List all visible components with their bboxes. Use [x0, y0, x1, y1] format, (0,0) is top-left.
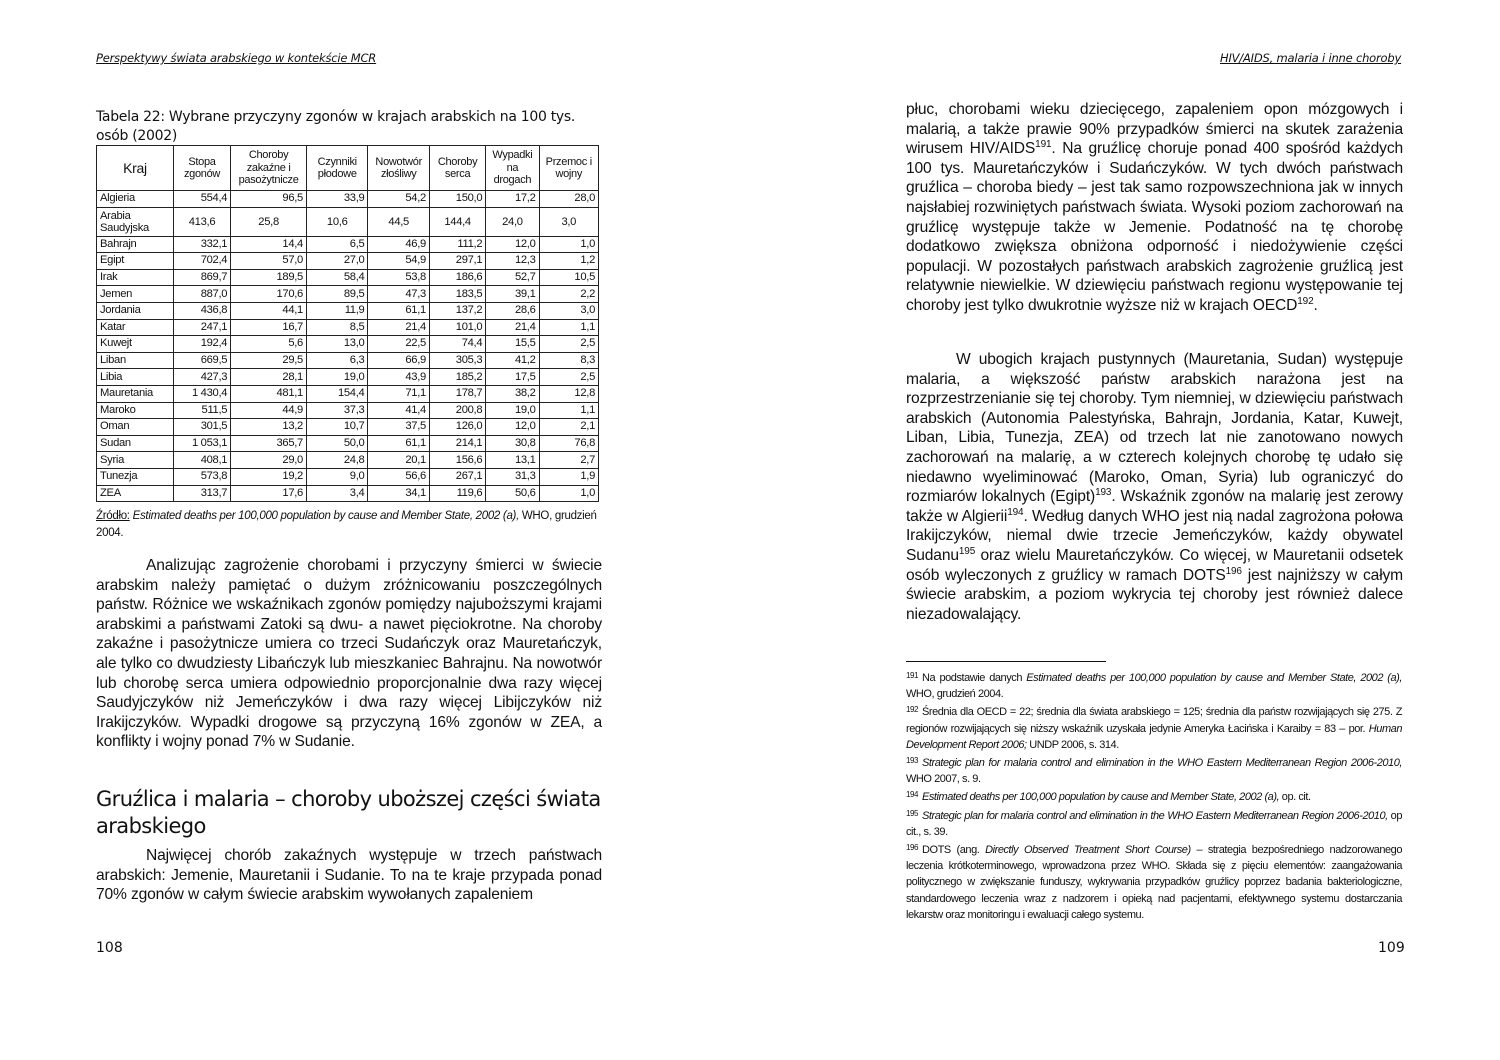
value-cell: 61,1	[368, 435, 429, 452]
value-cell: 57,0	[231, 253, 307, 270]
value-cell: 52,7	[486, 269, 539, 286]
footnote-italic: Directly Observed Treatment Short Course)	[985, 844, 1191, 857]
text-run: .	[1313, 296, 1318, 314]
footnote-number: 195	[906, 808, 918, 818]
country-cell: Tunezja	[97, 468, 174, 485]
source-rest: WHO, grudzień 2004.	[96, 510, 597, 539]
value-cell: 29,0	[231, 452, 307, 469]
running-head-right: HIV/AIDS, malaria i inne choroby	[1220, 51, 1402, 65]
value-cell: 41,2	[486, 352, 539, 369]
value-cell: 1 053,1	[173, 435, 230, 452]
value-cell: 178,7	[429, 385, 485, 402]
footnote-ref: 194	[1007, 506, 1024, 518]
value-cell: 12,0	[486, 236, 539, 253]
country-cell: ZEA	[97, 485, 174, 502]
table-row	[97, 302, 599, 319]
value-cell: 28,1	[231, 369, 307, 386]
value-cell: 313,7	[173, 485, 230, 502]
footnote-ref: 192	[1297, 295, 1314, 307]
table-row	[97, 369, 599, 386]
page-number-right: 109	[1378, 940, 1405, 956]
value-cell: 22,5	[368, 336, 429, 353]
value-cell: 3,4	[306, 485, 367, 502]
value-cell: 8,5	[306, 319, 367, 336]
footnote	[906, 840, 1402, 923]
table-row	[97, 468, 599, 485]
value-cell: 10,7	[306, 419, 367, 436]
value-cell: 19,2	[231, 468, 307, 485]
footnote-number: 192	[906, 705, 918, 715]
value-cell: 54,9	[368, 253, 429, 270]
footnote	[906, 806, 1402, 840]
col-header: Nowotwór złośliwy	[368, 146, 429, 191]
value-cell: 13,1	[486, 452, 539, 469]
value-cell: 297,1	[429, 253, 485, 270]
country-cell: Kuwejt	[97, 336, 174, 353]
left-paragraph-1	[96, 556, 602, 752]
value-cell: 14,4	[231, 236, 307, 253]
value-cell: 39,1	[486, 286, 539, 303]
value-cell: 13,2	[231, 419, 307, 436]
value-cell: 156,6	[429, 452, 485, 469]
table-caption: Tabela 22: Wybrane przyczyny zgonów w krajach arabskich na 100 tys. osób (2002)	[96, 109, 576, 144]
value-cell: 37,5	[368, 419, 429, 436]
footnote	[906, 787, 1402, 805]
value-cell: 10,5	[539, 269, 598, 286]
text-run: . Na gruźlicę choruje ponad 400 spośród każdych 100 tys. Mauretańczyków i Sudańczyków. W tych dwóch państwach gruźlica – choroba biedy – jest tak samo rozpowszechniona jak w innych najsłabiej rozwiniętych państwach świata. Wysoki poziom zachorowań na gruźlicę występuje także w Jemenie. Podatność na tę chorobę dodatkowo zwiększa obniżona odporność i niedożywienie części populacji. W pozostałych państwach arabskich zagrożenie gruźlicą jest relatywnie niewielkie. W dziewięciu państwach regionu występowanie tej choroby jest tylko dwukrotnie wyższe niż w krajach OECD	[906, 140, 1403, 314]
text-run: W ubogich krajach pustynnych (Mauretania, Sudan) występuje malaria, a większość państw arabskich narażona jest na rozprzestrzenianie się tej choroby. Tym niemniej, w dziewięciu państwach arabskich (Autonomia Palestyńska, Bahrajn, Jordania, Katar, Kuwejt, Liban, Libia, Tunezja, ZEA) od trzech lat nie zanotowano nowych zachorowań na malarię, a w czterech kolejnych chorobę tę udało się niedawno wyeliminować (Maroko, Oman, Syria) lub ograniczyć do rozmiarów lokalnych (Egipt)	[906, 351, 1403, 506]
country-cell: Sudan	[97, 435, 174, 452]
left-paragraph-2	[96, 846, 602, 905]
table-row	[97, 236, 599, 253]
footnote-text: WHO, grudzień 2004.	[906, 688, 1004, 701]
value-cell: 74,4	[429, 336, 485, 353]
footnote-italic: Strategic plan for malaria control and elimination in the WHO Eastern Mediterranean Region 2006-2010,	[922, 757, 1402, 770]
value-cell: 44,9	[231, 402, 307, 419]
text-run: . Wskaźnik zgonów na malarię jest zerowy także w Algierii	[906, 488, 1403, 525]
value-cell: 58,4	[306, 269, 367, 286]
paragraph-text	[906, 350, 1403, 624]
value-cell: 38,2	[486, 385, 539, 402]
table-row	[97, 419, 599, 436]
col-header: Wypadki na drogach	[486, 146, 539, 191]
table-body	[97, 191, 599, 502]
value-cell: 137,2	[429, 302, 485, 319]
footnote-number: 194	[906, 790, 918, 800]
table-row	[97, 452, 599, 469]
value-cell: 408,1	[173, 452, 230, 469]
value-cell: 2,5	[539, 336, 598, 353]
paragraph-text	[906, 100, 1403, 316]
running-head-left: Perspektywy świata arabskiego w kontekście MCR	[96, 51, 377, 65]
value-cell: 2,7	[539, 452, 598, 469]
value-cell: 301,5	[173, 419, 230, 436]
country-cell: Jemen	[97, 286, 174, 303]
country-cell: Bahrajn	[97, 236, 174, 253]
value-cell: 53,8	[368, 269, 429, 286]
value-cell: 427,3	[173, 369, 230, 386]
value-cell: 332,1	[173, 236, 230, 253]
country-cell: Oman	[97, 419, 174, 436]
value-cell: 66,9	[368, 352, 429, 369]
table-row	[97, 191, 599, 208]
value-cell: 43,9	[368, 369, 429, 386]
footnote-text: op. cit.	[1279, 791, 1311, 804]
value-cell: 25,8	[231, 207, 307, 236]
value-cell: 5,6	[231, 336, 307, 353]
value-cell: 33,9	[306, 191, 367, 208]
footnote	[906, 702, 1402, 753]
footnote-ref: 191	[1035, 139, 1052, 150]
value-cell: 1,1	[539, 402, 598, 419]
value-cell: 413,6	[173, 207, 230, 236]
col-header: Choroby serca	[429, 146, 485, 191]
value-cell: 170,6	[231, 286, 307, 303]
table-header-row	[97, 146, 599, 191]
footnote-text: WHO 2007, s. 9.	[906, 773, 981, 786]
country-cell: Algieria	[97, 191, 174, 208]
table-row	[97, 253, 599, 270]
table-row	[97, 286, 599, 303]
value-cell: 1,2	[539, 253, 598, 270]
value-cell: 44,1	[231, 302, 307, 319]
value-cell: 16,7	[231, 319, 307, 336]
value-cell: 34,1	[368, 485, 429, 502]
footnote-text: Na podstawie danych	[922, 672, 1027, 684]
country-cell: Liban	[97, 352, 174, 369]
table-row	[97, 402, 599, 419]
country-cell: Katar	[97, 319, 174, 336]
country-cell: Syria	[97, 452, 174, 469]
value-cell: 21,4	[368, 319, 429, 336]
value-cell: 20,1	[368, 452, 429, 469]
value-cell: 19,0	[486, 402, 539, 419]
value-cell: 21,4	[486, 319, 539, 336]
value-cell: 702,4	[173, 253, 230, 270]
table-row	[97, 269, 599, 286]
table-row	[97, 319, 599, 336]
value-cell: 30,8	[486, 435, 539, 452]
footnotes	[906, 668, 1402, 923]
value-cell: 2,1	[539, 419, 598, 436]
value-cell: 185,2	[429, 369, 485, 386]
value-cell: 12,8	[539, 385, 598, 402]
value-cell: 183,5	[429, 286, 485, 303]
value-cell: 887,0	[173, 286, 230, 303]
country-cell: Jordania	[97, 302, 174, 319]
footnote-text: op cit., s. 39.	[906, 809, 1402, 838]
country-cell: Irak	[97, 269, 174, 286]
country-cell: Libia	[97, 369, 174, 386]
value-cell: 29,5	[231, 352, 307, 369]
value-cell: 1 430,4	[173, 385, 230, 402]
table-row	[97, 485, 599, 502]
value-cell: 50,6	[486, 485, 539, 502]
value-cell: 89,5	[306, 286, 367, 303]
value-cell: 1,1	[539, 319, 598, 336]
value-cell: 101,0	[429, 319, 485, 336]
footnote	[906, 753, 1402, 787]
footnote-text: DOTS (ang.	[922, 844, 986, 857]
footnote-italic: Human Development Report 2006;	[906, 722, 1402, 751]
footnote-italic: Estimated deaths per 100,000 population by cause and Member State, 2002 (a),	[922, 791, 1280, 804]
value-cell: 28,6	[486, 302, 539, 319]
value-cell: 10,6	[306, 207, 367, 236]
right-paragraph-1	[906, 100, 1403, 316]
text-run: płuc, chorobami wieku dziecięcego, zapaleniem opon mózgowych i malarią, a także prawie 90% przypadków śmierci na skutek zarażenia wirusem HIV/AIDS	[906, 101, 1403, 158]
value-cell: 2,5	[539, 369, 598, 386]
table-source	[96, 508, 602, 542]
value-cell: 12,3	[486, 253, 539, 270]
value-cell: 24,0	[486, 207, 539, 236]
value-cell: 186,6	[429, 269, 485, 286]
footnote-italic: Estimated deaths per 100,000 population by cause and Member State, 2002 (a),	[1026, 672, 1402, 684]
value-cell: 3,0	[539, 302, 598, 319]
value-cell: 41,4	[368, 402, 429, 419]
value-cell: 365,7	[231, 435, 307, 452]
value-cell: 305,3	[429, 352, 485, 369]
table-row	[97, 336, 599, 353]
value-cell: 436,8	[173, 302, 230, 319]
value-cell: 19,0	[306, 369, 367, 386]
section-heading: Gruźlica i malaria – choroby uboższej części świata arabskiego	[96, 787, 601, 838]
value-cell: 31,3	[486, 468, 539, 485]
footnote-ref: 193	[1095, 486, 1112, 498]
value-cell: 96,5	[231, 191, 307, 208]
value-cell: 6,5	[306, 236, 367, 253]
value-cell: 154,4	[306, 385, 367, 402]
value-cell: 46,9	[368, 236, 429, 253]
value-cell: 61,1	[368, 302, 429, 319]
value-cell: 119,6	[429, 485, 485, 502]
value-cell: 1,0	[539, 236, 598, 253]
value-cell: 6,3	[306, 352, 367, 369]
value-cell: 17,6	[231, 485, 307, 502]
col-header: Stopa zgonów	[173, 146, 230, 191]
value-cell: 3,0	[539, 207, 598, 236]
value-cell: 17,5	[486, 369, 539, 386]
value-cell: 28,0	[539, 191, 598, 208]
value-cell: 481,1	[231, 385, 307, 402]
value-cell: 56,6	[368, 468, 429, 485]
value-cell: 37,3	[306, 402, 367, 419]
footnote-text: – strategia bezpośredniego nadzorowanego leczenia krótkoterminowego, wprowadzona przez WHO. Składa się z pięciu elementów: zaangażowania politycznego w zwiększanie funduszy, wykrywania przypadków gruźlicy poprzez badania bakteriologiczne, standardowego leczenia wraz z nadzorem i opieką nad pacjentami, efektywnego systemu dostarczania lekarstw oraz monitoringu i ewaluacji całego systemu.	[906, 844, 1402, 921]
value-cell: 1,0	[539, 485, 598, 502]
paragraph-text: Najwięcej chorób zakaźnych występuje w trzech państwach arabskich: Jemenie, Mauretanii i Sudanie. To na te kraje przypada ponad 70% zgonów w całym świecie arabskim wywołanych zapaleniem	[96, 847, 602, 904]
value-cell: 126,0	[429, 419, 485, 436]
col-header: Przemoc i wojny	[539, 146, 598, 191]
value-cell: 511,5	[173, 402, 230, 419]
value-cell: 111,2	[429, 236, 485, 253]
table-row	[97, 435, 599, 452]
value-cell: 50,0	[306, 435, 367, 452]
footnote-rule	[906, 661, 1106, 662]
value-cell: 12,0	[486, 419, 539, 436]
text-run: jest najniższy w całym świecie arabskim, a poziom wykrycia tej choroby jest również dalece niezadowalający.	[906, 566, 1403, 623]
col-header: Czynniki płodowe	[306, 146, 367, 191]
country-cell: Mauretania	[97, 385, 174, 402]
footnote	[906, 668, 1402, 702]
col-header: Kraj	[97, 146, 174, 191]
value-cell: 47,3	[368, 286, 429, 303]
value-cell: 44,5	[368, 207, 429, 236]
value-cell: 15,5	[486, 336, 539, 353]
value-cell: 76,8	[539, 435, 598, 452]
value-cell: 17,2	[486, 191, 539, 208]
footnote-italic: Strategic plan for malaria control and elimination in the WHO Eastern Mediterranean Region 2006-2010,	[922, 809, 1388, 822]
value-cell: 27,0	[306, 253, 367, 270]
value-cell: 214,1	[429, 435, 485, 452]
footnote-number: 196	[906, 843, 918, 853]
page-number-left: 108	[96, 940, 123, 956]
table-row	[97, 352, 599, 369]
value-cell: 669,5	[173, 352, 230, 369]
value-cell: 144,4	[429, 207, 485, 236]
value-cell: 8,3	[539, 352, 598, 369]
table-row	[97, 385, 599, 402]
footnote-text: Średnia dla OECD = 22; średnia dla świata arabskiego = 125; średnia dla państw rozwijających się 275. Z regionów rozwijających się niższy wskaźnik uzyskała jedynie Ameryka Łacińska i Karaiby = 83 – por.	[906, 706, 1402, 735]
text-run: oraz wielu Mauretańczyków. Co więcej, w Mauretanii odsetek osób wyleczonych z gruźlicy w ramach DOTS	[906, 546, 1403, 584]
value-cell: 192,4	[173, 336, 230, 353]
footnote-ref: 195	[958, 545, 976, 557]
value-cell: 2,2	[539, 286, 598, 303]
country-cell: Arabia Saudyjska	[97, 207, 174, 236]
value-cell: 267,1	[429, 468, 485, 485]
text-run: . Według danych WHO jest nią nadal zagrożona połowa Irakijczyków, niemal dwie trzecie Jemeńczyków, każdy obywatel Sudanu	[906, 507, 1404, 564]
footnote-number: 193	[906, 756, 918, 766]
value-cell: 189,5	[231, 269, 307, 286]
value-cell: 11,9	[306, 302, 367, 319]
right-paragraph-2	[906, 350, 1403, 624]
value-cell: 869,7	[173, 269, 230, 286]
value-cell: 554,4	[173, 191, 230, 208]
source-label: Źródło:	[96, 510, 130, 522]
country-cell: Maroko	[97, 402, 174, 419]
footnote-text: UNDP 2006, s. 314.	[1026, 738, 1119, 751]
value-cell: 200,8	[429, 402, 485, 419]
value-cell: 54,2	[368, 191, 429, 208]
value-cell: 9,0	[306, 468, 367, 485]
country-cell: Egipt	[97, 253, 174, 270]
deaths-table	[96, 145, 599, 502]
source-title: Estimated deaths per 100,000 population by cause and Member State, 2002 (a),	[132, 510, 519, 522]
value-cell: 71,1	[368, 385, 429, 402]
table-row	[97, 207, 599, 236]
footnote-ref: 196	[1225, 565, 1242, 577]
value-cell: 13,0	[306, 336, 367, 353]
value-cell: 573,8	[173, 468, 230, 485]
value-cell: 24,8	[306, 452, 367, 469]
value-cell: 1,9	[539, 468, 598, 485]
value-cell: 150,0	[429, 191, 485, 208]
paragraph-text: Analizując zagrożenie chorobami i przyczyny śmierci w świecie arabskim należy pamiętać o dużym zróżnicowaniu poszczególnych państw. Różnice we wskaźnikach zgonów pomiędzy najuboższymi krajami arabskimi a państwami Zatoki są dwu- a nawet pięciokrotne. Na choroby zakaźne i pasożytnicze umiera co trzeci Sudańczyk oraz Mauretańczyk, ale tylko co dwudziesty Libańczyk lub mieszkaniec Bahrajnu. Na nowotwór lub chorobę serca umiera odpowiednio proporcjonalnie dwa razy więcej Saudyjczyków niż Jemeńczyków i dwa razy więcej Libijczyków niż Irakijczyków. Wypadki drogowe są przyczyną 16% zgonów w ZEA, a konflikty i wojny ponad 7% w Sudanie.	[96, 557, 602, 751]
footnote-number: 191	[906, 671, 918, 680]
value-cell: 247,1	[173, 319, 230, 336]
col-header: Choroby zakaźne i pasożytnicze	[231, 146, 307, 191]
